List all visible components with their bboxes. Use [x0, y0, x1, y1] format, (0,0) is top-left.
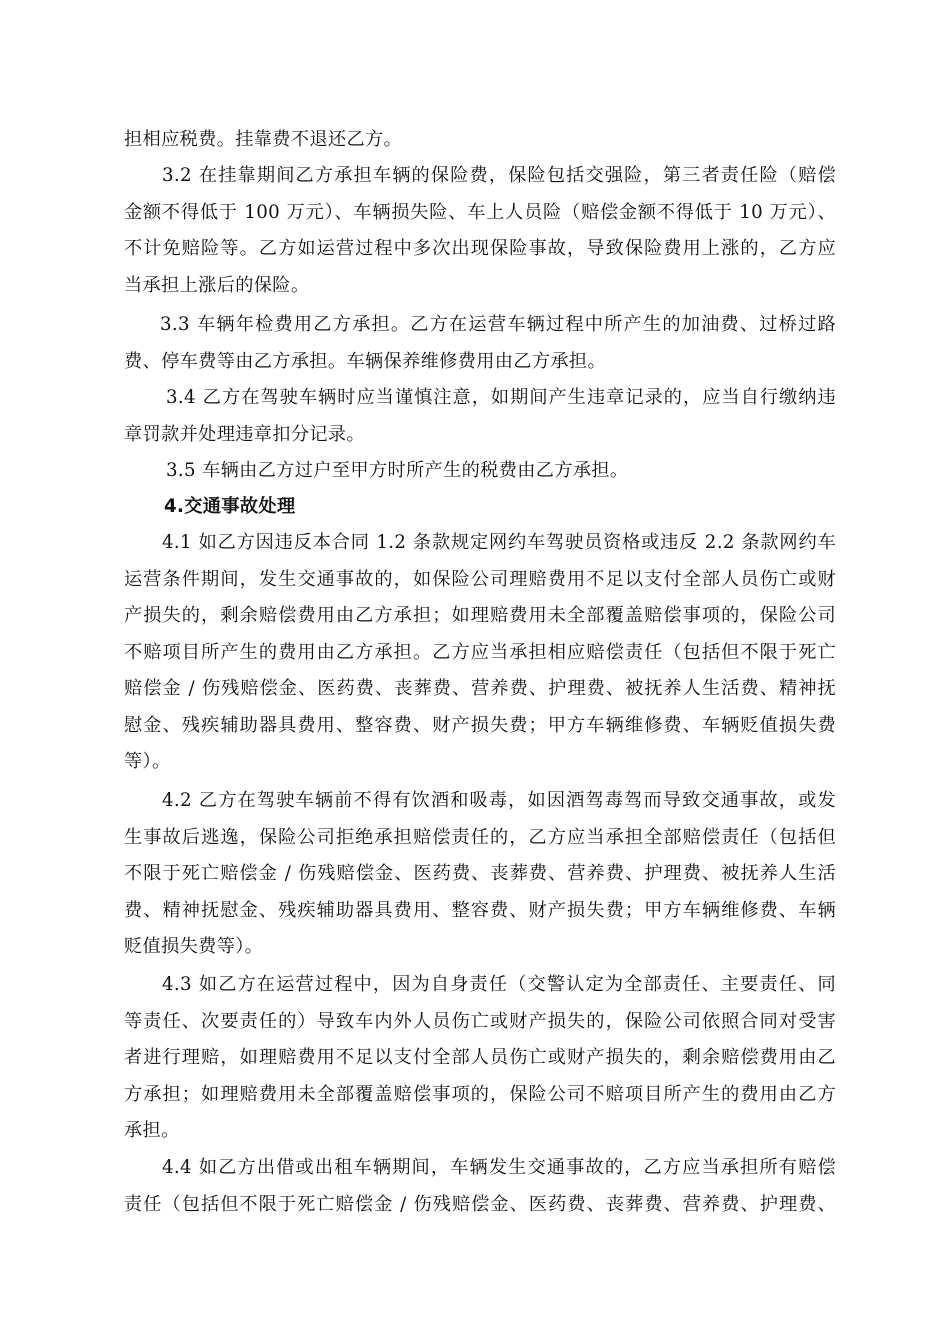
paragraph-4-2 [124, 783, 836, 966]
text-line: 方承担；如理赔费用未全部覆盖赔偿事项的，保险公司不赔项目所产生的费用由乙方 [124, 1083, 836, 1105]
paragraph-3-5 [124, 453, 836, 490]
text-line: 责任（包括但不限于死亡赔偿金 / 伤残赔偿金、医药费、丧葬费、营养费、护理费、 [124, 1193, 836, 1215]
text-line: 4.3 如乙方在运营过程中，因为自身责任（交警认定为全部责任、主要责任、同 [162, 974, 836, 995]
text-line: 等）。 [124, 751, 171, 772]
text-line: 承担。 [124, 1120, 180, 1141]
text-line: 费、精神抚慰金、残疾辅助器具费用、整容费、财产损失费；甲方车辆维修费、车辆 [124, 899, 836, 921]
paragraph-3-2 [124, 158, 836, 304]
text-line: 金额不得低于 100 万元）、车辆损失险、车上人员险（赔偿金额不得低于 10 万元）、 [124, 201, 836, 223]
text-line: 赔偿金 / 伤残赔偿金、医药费、丧葬费、营养费、护理费、被抚养人生活费、精神抚 [124, 678, 836, 699]
text-line: 等责任、次要责任的）导致车内外人员伤亡或财产损失的，保险公司依照合同对受害 [124, 1010, 836, 1032]
text-line: 贬值损失费等）。 [124, 936, 264, 957]
text-line: 当承担上涨后的保险。 [124, 274, 310, 296]
paragraph-3-1-tail [124, 122, 836, 159]
text-line: 费、停车费等由乙方承担。车辆保养维修费用由乙方承担。 [124, 350, 606, 372]
paragraph-4-4 [124, 1150, 836, 1223]
text-line: 3.2 在挂靠期间乙方承担车辆的保险费，保险包括交强险，第三者责任险（赔偿 [162, 165, 836, 186]
text-line: 运营条件期间，发生交通事故的，如保险公司理赔费用不足以支付全部人员伤亡或财 [124, 568, 836, 590]
text-line: 3.5 车辆由乙方过户至甲方时所产生的税费由乙方承担。 [166, 460, 629, 481]
text-line: 者进行理赔，如理赔费用不足以支付全部人员伤亡或财产损失的，剩余赔偿费用由乙 [124, 1047, 836, 1068]
paragraph-4-1 [124, 525, 836, 781]
text-line: 章罚款并处理违章扣分记录。 [124, 423, 365, 445]
paragraph-3-4 [124, 380, 836, 453]
text-line: 生事故后逃逸，保险公司拒绝承担赔偿责任的，乙方应当承担全部赔偿责任（包括但 [124, 826, 836, 848]
text-line: 3.4 乙方在驾驶车辆时应当谨慎注意，如期间产生违章记录的，应当自行缴纳违 [166, 387, 836, 408]
text-line: 不赔项目所产生的费用由乙方承担。乙方应当承担相应赔偿责任（包括但不限于死亡 [124, 641, 836, 663]
text-line: 4.1 如乙方因违反本合同 1.2 条款规定网约车驾驶员资格或违反 2.2 条款网约车 [162, 532, 836, 553]
section-heading: 4.交通事故处理 [164, 496, 296, 517]
text-line: 4.4 如乙方出借或出租车辆期间，车辆发生交通事故的，乙方应当承担所有赔偿 [162, 1157, 836, 1178]
paragraph-3-3 [124, 307, 836, 380]
text-line: 3.3 车辆年检费用乙方承担。乙方在运营车辆过程中所产生的加油费、过桥过路 [160, 314, 836, 335]
text-line: 不计免赔险等。乙方如运营过程中多次出现保险事故，导致保险费用上涨的，乙方应 [124, 238, 836, 259]
text-line: 产损失的，剩余赔偿费用由乙方承担；如理赔费用未全部覆盖赔偿事项的，保险公司 [124, 605, 836, 626]
text-line: 4.2 乙方在驾驶车辆前不得有饮酒和吸毒，如因酒驾毒驾而导致交通事故，或发 [162, 790, 836, 811]
section-heading-4 [124, 489, 836, 526]
paragraph-4-3 [124, 967, 836, 1150]
text-line: 不限于死亡赔偿金 / 伤残赔偿金、医药费、丧葬费、营养费、护理费、被抚养人生活 [124, 863, 836, 884]
text-line: 慰金、残疾辅助器具费用、整容费、财产损失费；甲方车辆维修费、车辆贬值损失费 [124, 714, 836, 736]
text-line: 担相应税费。挂靠费不退还乙方。 [124, 129, 403, 150]
